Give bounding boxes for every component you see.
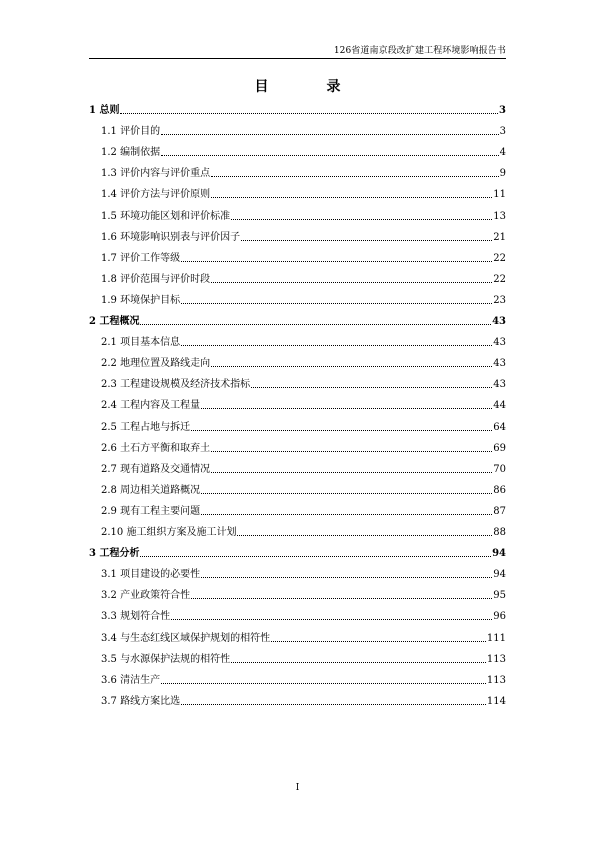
- toc-entry-page: 43: [492, 316, 506, 327]
- toc-entry-page: 23: [493, 294, 506, 306]
- toc-entry-page: 86: [493, 484, 506, 496]
- toc-leader-dots: [251, 387, 492, 388]
- toc-subsection-entry[interactable]: [101, 124, 506, 138]
- toc-subsection-entry[interactable]: [101, 673, 506, 687]
- toc-entry-label: 3.2 产业政策符合性: [101, 590, 191, 602]
- toc-entry-page: 9: [499, 168, 506, 180]
- toc-subsection-entry[interactable]: [101, 251, 506, 265]
- toc-entry-label: 1.4 评价方法与评价原则: [101, 189, 211, 201]
- toc-leader-dots: [140, 324, 491, 325]
- page-header-title: 126省道南京段改扩建工程环境影响报告书: [333, 46, 506, 56]
- toc-leader-dots: [191, 598, 492, 599]
- toc-entry-label: 1.5 环境功能区划和评价标准: [101, 210, 231, 222]
- toc-leader-dots: [181, 704, 486, 705]
- toc-entry-label: 2.6 土石方平衡和取弃土: [101, 442, 211, 454]
- toc-entry-page: 13: [493, 210, 506, 222]
- toc-subsection-entry[interactable]: [101, 609, 506, 623]
- toc-leader-dots: [201, 493, 492, 494]
- toc-entry-page: 22: [493, 273, 506, 285]
- toc-entry-page: 43: [493, 337, 506, 349]
- toc-entry-label: 2.3 工程建设规模及经济技术指标: [101, 379, 251, 391]
- toc-leader-dots: [201, 514, 492, 515]
- toc-leader-dots: [241, 240, 492, 241]
- toc-leader-dots: [237, 535, 492, 536]
- toc-subsection-entry[interactable]: [101, 145, 506, 159]
- toc-leader-dots: [271, 641, 486, 642]
- toc-title: 目 录: [254, 79, 363, 95]
- toc-subsection-entry[interactable]: [101, 441, 506, 455]
- toc-entry-label: 1.9 环境保护目标: [101, 294, 181, 306]
- toc-entry-page: 87: [493, 505, 506, 517]
- toc-entry-label: 1.3 评价内容与评价重点: [101, 168, 211, 180]
- toc-subsection-entry[interactable]: [101, 567, 506, 581]
- toc-entry-label: 1.7 评价工作等级: [101, 252, 181, 264]
- toc-leader-dots: [161, 155, 499, 156]
- toc-entry-page: 94: [493, 569, 506, 581]
- toc-entry-label: 1.8 评价范围与评价时段: [101, 273, 211, 285]
- toc-subsection-entry[interactable]: [101, 588, 506, 602]
- toc-entry-label: 3.4 与生态红线区域保护规划的相符性: [101, 632, 271, 644]
- toc-entry-label: 1.2 编制依据: [101, 147, 161, 159]
- toc-entry-label: 3.7 路线方案比选: [101, 695, 181, 707]
- toc-leader-dots: [231, 662, 486, 663]
- toc-leader-dots: [120, 113, 498, 114]
- toc-entry-page: 70: [493, 463, 506, 475]
- toc-entry-label: 2.2 地理位置及路线走向: [101, 358, 211, 370]
- toc-entry-page: 43: [493, 358, 506, 370]
- toc-entry-label: 2.7 现有道路及交通情况: [101, 463, 211, 475]
- toc-leader-dots: [161, 683, 486, 684]
- toc-subsection-entry[interactable]: [101, 483, 506, 497]
- toc-subsection-entry[interactable]: [101, 504, 506, 518]
- toc-leader-dots: [201, 408, 492, 409]
- toc-entry-label: 2.1 项目基本信息: [101, 337, 181, 349]
- toc-entry-label: 3 工程分析: [89, 548, 140, 560]
- toc-subsection-entry[interactable]: [101, 335, 506, 349]
- toc-section-entry[interactable]: [89, 103, 506, 117]
- toc-subsection-entry[interactable]: [101, 166, 506, 180]
- toc-subsection-entry[interactable]: [101, 293, 506, 307]
- toc-entry-page: 111: [486, 632, 506, 644]
- toc-entry-page: 113: [486, 674, 506, 686]
- toc-entry-page: 95: [493, 590, 506, 602]
- toc-entry-label: 1.1 评价目的: [101, 126, 161, 138]
- toc-list: [89, 0, 506, 842]
- toc-leader-dots: [211, 366, 492, 367]
- toc-entry-page: 43: [493, 379, 506, 391]
- toc-entry-label: 1 总则: [89, 105, 120, 116]
- toc-subsection-entry[interactable]: [101, 272, 506, 286]
- toc-entry-page: 88: [493, 527, 506, 538]
- toc-leader-dots: [161, 134, 499, 135]
- toc-entry-label: 3.6 清洁生产: [101, 674, 161, 686]
- toc-leader-dots: [191, 430, 492, 431]
- toc-subsection-entry[interactable]: [101, 398, 506, 412]
- toc-leader-dots: [181, 261, 492, 262]
- toc-leader-dots: [211, 197, 492, 198]
- toc-entry-label: 2.4 工程内容及工程量: [101, 400, 201, 412]
- toc-subsection-entry[interactable]: [101, 694, 506, 708]
- toc-entry-page: 113: [486, 653, 506, 665]
- toc-entry-page: 3: [499, 126, 506, 138]
- toc-entry-label: 2.5 工程占地与拆迁: [101, 421, 191, 433]
- toc-section-entry[interactable]: [89, 314, 506, 328]
- toc-leader-dots: [211, 472, 492, 473]
- toc-entry-label: 2 工程概况: [89, 316, 140, 327]
- toc-leader-dots: [211, 282, 492, 283]
- toc-subsection-entry[interactable]: [101, 377, 506, 391]
- toc-subsection-entry[interactable]: [101, 356, 506, 370]
- toc-leader-dots: [231, 219, 492, 220]
- toc-subsection-entry[interactable]: [101, 462, 506, 476]
- toc-leader-dots: [181, 345, 492, 346]
- toc-leader-dots: [171, 619, 492, 620]
- toc-entry-page: 22: [493, 252, 506, 264]
- toc-leader-dots: [211, 451, 492, 452]
- toc-entry-page: 114: [486, 695, 506, 707]
- toc-leader-dots: [181, 303, 492, 304]
- toc-subsection-entry[interactable]: [101, 230, 506, 244]
- toc-section-entry[interactable]: [89, 546, 506, 560]
- toc-entry-page: 21: [493, 231, 506, 243]
- toc-entry-page: 44: [493, 400, 506, 412]
- toc-entry-label: 2.8 周边相关道路概况: [101, 484, 201, 496]
- toc-entry-page: 3: [499, 105, 506, 116]
- toc-subsection-entry[interactable]: [101, 420, 506, 434]
- footer-page-number: I: [295, 783, 300, 793]
- toc-subsection-entry[interactable]: [101, 631, 506, 645]
- toc-leader-dots: [201, 577, 492, 578]
- toc-entry-label: 2.10 施工组织方案及施工计划: [101, 527, 237, 538]
- toc-subsection-entry[interactable]: [101, 652, 506, 666]
- toc-leader-dots: [211, 176, 499, 177]
- toc-entry-label: 3.1 项目建设的必要性: [101, 569, 201, 581]
- toc-entry-page: 64: [493, 421, 506, 433]
- toc-entry-label: 3.5 与水源保护法规的相符性: [101, 653, 231, 665]
- toc-subsection-entry[interactable]: [101, 525, 506, 539]
- toc-entry-page: 4: [499, 147, 506, 159]
- toc-subsection-entry[interactable]: [101, 187, 506, 201]
- toc-entry-label: 2.9 现有工程主要问题: [101, 505, 201, 517]
- toc-entry-page: 96: [493, 611, 506, 623]
- toc-leader-dots: [140, 556, 491, 557]
- toc-entry-label: 3.3 规划符合性: [101, 611, 171, 623]
- toc-entry-page: 69: [493, 442, 506, 454]
- toc-entry-page: 94: [492, 548, 506, 560]
- toc-entry-label: 1.6 环境影响识别表与评价因子: [101, 231, 241, 243]
- toc-entry-page: 11: [493, 189, 506, 201]
- toc-subsection-entry[interactable]: [101, 209, 506, 223]
